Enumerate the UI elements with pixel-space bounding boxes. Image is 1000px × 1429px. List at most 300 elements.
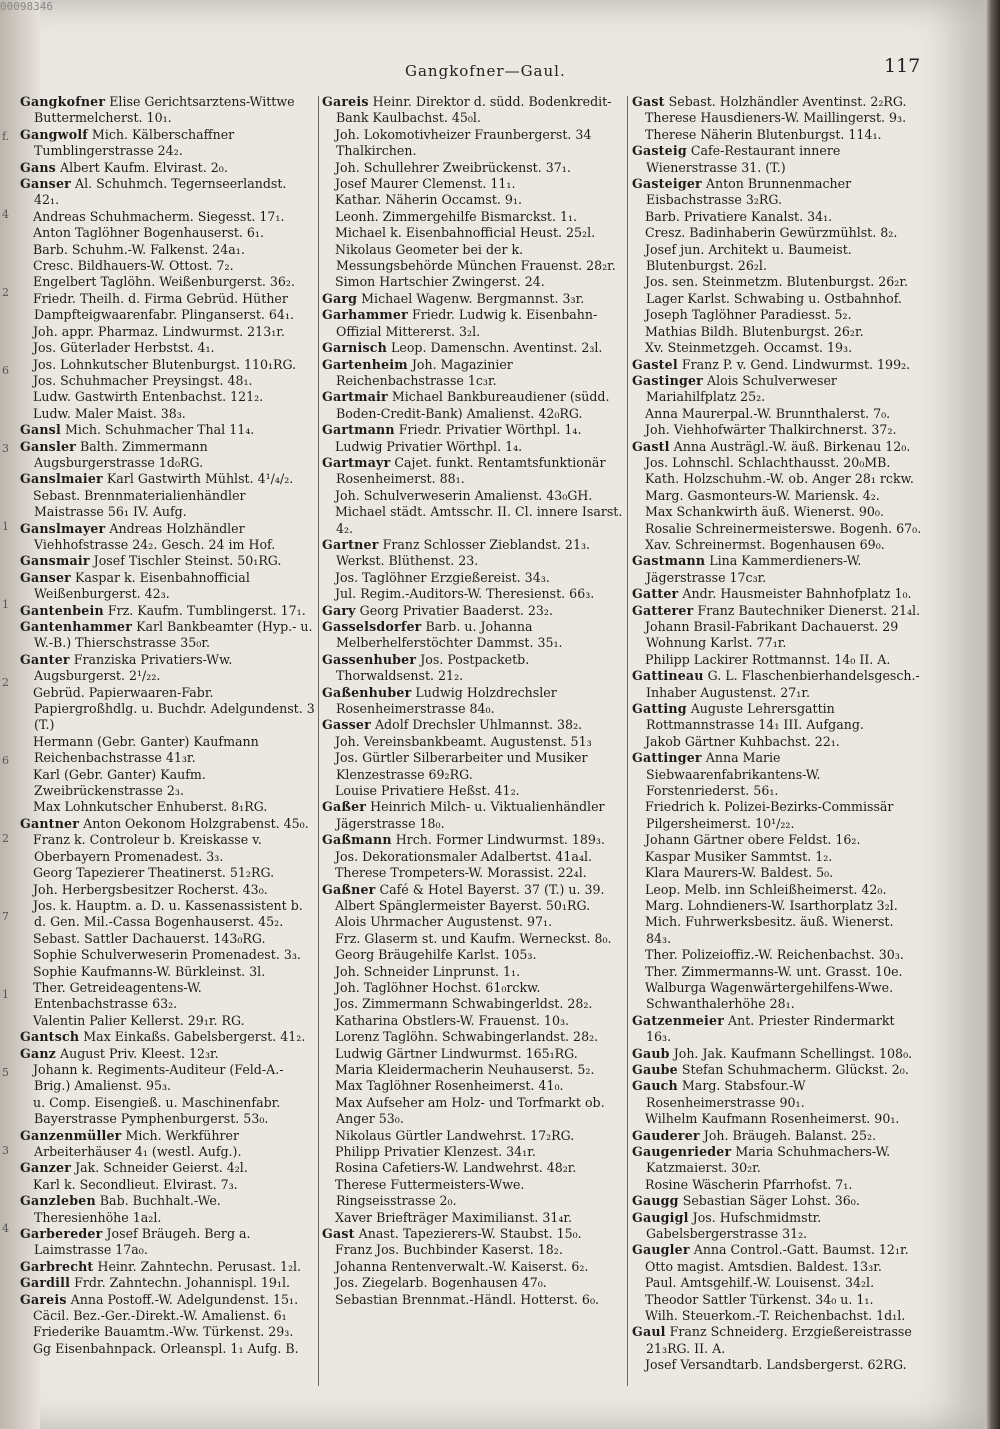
continuation-dash — [322, 1160, 335, 1176]
directory-entry — [20, 406, 315, 422]
continuation-dash — [322, 1013, 335, 1029]
continuation-dash — [322, 1177, 335, 1193]
continuation-dash — [322, 750, 335, 766]
entry-text: Kaspar Musiker Sammtst. 1₂. — [645, 848, 833, 864]
directory-entry — [632, 1046, 922, 1062]
entry-headword: Gaul — [632, 1324, 666, 1340]
directory-entry — [322, 570, 624, 586]
entry-text: Andr. Hausmeister Bahnhofplatz 1₀. — [678, 586, 912, 602]
entry-headword: Gartmann — [322, 422, 395, 438]
directory-entry — [322, 734, 624, 750]
continuation-dash — [632, 914, 645, 930]
directory-entry — [20, 1128, 315, 1161]
entry-headword: Ganter — [20, 651, 70, 667]
entry-text: Rosina Cafetiers-W. Landwehrst. 48₂r. — [335, 1160, 577, 1176]
continuation-dash — [20, 373, 33, 389]
directory-entry — [20, 521, 315, 554]
page-number: 117 — [884, 55, 921, 77]
entry-text: Ludwig Holzdrechsler Rosenheimerstrasse 84₀. — [336, 684, 557, 717]
continuation-dash — [322, 1242, 335, 1258]
directory-entry — [632, 110, 922, 126]
continuation-dash — [20, 1324, 33, 1340]
entry-text: Andreas Schuhmacherm. Siegesst. 17₁. — [33, 208, 285, 224]
directory-entry — [322, 849, 624, 865]
entry-text: Josef Bräugeh. Berg a. Laimstrasse 17a₀. — [34, 1226, 251, 1258]
entry-text: Louise Privatiere Heßst. 41₂. — [335, 783, 520, 799]
entry-text: Lina Kammerdieners-W. Jägerstrasse 17c₃r. — [646, 553, 862, 585]
entry-text: Jakob Gärtner Kuhbachst. 22₁. — [645, 733, 840, 749]
continuation-dash — [322, 783, 335, 799]
directory-entry — [632, 1078, 922, 1111]
entry-headword: Garg — [322, 290, 358, 306]
entry-text: Xv. Steinmetzgeh. Occamst. 19₃. — [645, 340, 853, 356]
directory-entry — [322, 1046, 624, 1062]
entry-text: Georg Privatier Baaderst. 23₂. — [355, 602, 553, 618]
entry-headword: Gaugler — [632, 1242, 690, 1258]
continuation-dash — [322, 1046, 335, 1062]
directory-entry — [20, 242, 315, 258]
directory-entry — [20, 1013, 315, 1029]
directory-entry — [632, 799, 922, 832]
continuation-dash — [20, 242, 33, 258]
entry-text: Gg Eisenbahnpack. Orleanspl. 1₁ Aufg. B. — [33, 1340, 299, 1356]
directory-entry — [632, 619, 922, 652]
entry-text: Katharina Obstlers-W. Frauenst. 10₃. — [335, 1012, 570, 1028]
directory-entry — [20, 1324, 315, 1340]
directory-entry — [632, 521, 922, 537]
directory-entry — [322, 127, 624, 160]
directory-entry — [632, 340, 922, 356]
entry-text: Marg. Stabsfour.-W Rosenheimerstrasse 90₁. — [646, 1078, 806, 1110]
entry-text: Ther. Polizeioffiz.-W. Reichenbachst. 30₃. — [645, 947, 904, 963]
continuation-dash — [322, 914, 335, 930]
entry-text: Joh. Taglöhner Hochst. 61₀rckw. — [335, 979, 541, 995]
entry-headword: Gassenhuber — [322, 651, 417, 667]
entry-text: Andreas Holzhändler Viehhofstrasse 24₂. Gesch. 24 im Hof. — [34, 520, 276, 552]
entry-headword: Gareis — [20, 1291, 67, 1307]
entry-text: Maria Kleidermacherin Neuhauserst. 5₂. — [335, 1061, 595, 1077]
entry-headword: Gartmayr — [322, 454, 391, 470]
entry-headword: Ganzenmüller — [20, 1127, 122, 1143]
entry-text: Michael k. Eisenbahnofficial Heust. 25₂l. — [335, 225, 596, 241]
directory-entry — [322, 225, 624, 241]
directory-entry — [632, 471, 922, 487]
directory-entry — [322, 685, 624, 718]
continuation-dash — [322, 947, 335, 963]
directory-entry — [632, 1144, 922, 1177]
directory-entry — [632, 586, 922, 602]
directory-entry — [322, 1062, 624, 1078]
gutter-mark: 6 — [2, 364, 9, 377]
entry-text: Johann Brasil-Fabrikant Dachauerst. 29 Wohnung Karlst. 77₁r. — [645, 619, 899, 651]
entry-headword: Gartmair — [322, 389, 388, 405]
entry-text: Balth. Zimmermann Augsburgerstrasse 1d₀RG. — [34, 438, 208, 470]
continuation-dash — [20, 225, 33, 241]
directory-entry — [632, 947, 922, 963]
entry-headword: Gardill — [20, 1275, 71, 1291]
continuation-dash — [20, 1308, 33, 1324]
column-rule — [627, 96, 628, 1386]
entry-headword: Ganser — [20, 176, 72, 192]
continuation-dash — [632, 471, 645, 487]
entry-text: Karl Bankbeamter (Hyp.- u. W.-B.) Thierschstrasse 35₀r. — [34, 619, 313, 651]
directory-entry — [322, 1210, 624, 1226]
directory-entry — [322, 1095, 624, 1128]
continuation-dash — [322, 570, 335, 586]
directory-entry — [20, 685, 315, 734]
continuation-dash — [322, 849, 335, 865]
entry-text: Jos. k. Hauptm. a. D. u. Kassenassistent b. d. Gen. Mil.-Cassa Bogenhauserst. 45₂. — [33, 897, 303, 930]
continuation-dash — [20, 357, 33, 373]
gutter-mark: 2 — [2, 286, 9, 299]
entry-headword: Gaugg — [632, 1193, 679, 1209]
entry-text: Therese Hausdieners-W. Maillingerst. 9₃. — [645, 110, 907, 126]
entry-text: Georg Bräugehilfe Karlst. 105₃. — [335, 947, 537, 963]
continuation-dash — [632, 521, 645, 537]
entry-text: Johann k. Regiments-Auditeur (Feld-A.-Brig.) Amalienst. 95₃. — [33, 1061, 284, 1094]
directory-entry — [20, 209, 315, 225]
continuation-dash — [322, 160, 335, 176]
directory-entry — [20, 734, 315, 767]
directory-entry — [322, 455, 624, 488]
continuation-dash — [20, 898, 33, 914]
entry-headword: Gangwolf — [20, 126, 88, 142]
entry-headword: Gatterer — [632, 602, 694, 618]
continuation-dash — [632, 865, 645, 881]
entry-text: Mich. Kälberschaffner Tumblingerstrasse 24₂. — [34, 126, 235, 159]
gutter-mark: 1 — [2, 988, 9, 1001]
entry-text: Ther. Zimmermanns-W. unt. Grasst. 10e. — [645, 963, 903, 979]
entry-text: Jos. Postpacketb. Thorwaldsenst. 21₂. — [336, 651, 530, 684]
directory-entry — [632, 373, 922, 406]
directory-entry — [322, 980, 624, 996]
entry-headword: Gatting — [632, 701, 687, 717]
continuation-dash — [632, 898, 645, 914]
entry-text: Rosalie Schreinermeisterswe. Bogenh. 67₀. — [645, 520, 922, 536]
entry-text: Jos. Lohnschl. Schlachthausst. 20₀MB. — [645, 454, 891, 470]
entry-text: Jos. Gürtler Silberarbeiter und Musiker Klenzestrasse 69₂RG. — [335, 750, 588, 782]
continuation-dash — [632, 324, 645, 340]
continuation-dash — [322, 242, 335, 258]
entry-text: Sebast. Holzhändler Aventinst. 2₂RG. — [664, 94, 907, 109]
entry-headword: Garbrecht — [20, 1258, 94, 1274]
entry-text: Frdr. Zahntechn. Johannispl. 19₁l. — [70, 1275, 291, 1291]
directory-entry — [632, 1210, 922, 1243]
entry-text: Frz. Glaserm st. und Kaufm. Werneckst. 8₀. — [335, 930, 612, 946]
directory-entry — [322, 94, 624, 127]
continuation-dash — [322, 980, 335, 996]
entry-text: Sebastian Brennmat.-Händl. Hotterst. 6₀. — [335, 1291, 599, 1307]
directory-entry — [20, 1308, 315, 1324]
continuation-dash — [632, 947, 645, 963]
directory-entry — [322, 964, 624, 980]
directory-entry — [20, 94, 315, 127]
entry-headword: Gatter — [632, 586, 679, 602]
continuation-dash — [322, 931, 335, 947]
directory-entry — [632, 668, 922, 701]
continuation-dash — [322, 209, 335, 225]
directory-entry — [20, 603, 315, 619]
directory-entry — [322, 192, 624, 208]
entry-headword: Gasselsdorfer — [322, 619, 422, 634]
directory-entry — [20, 816, 315, 832]
continuation-dash — [632, 1275, 645, 1291]
entry-text: Anna Control.-Gatt. Baumst. 12₁r. — [689, 1242, 909, 1258]
continuation-dash — [632, 980, 645, 996]
continuation-dash — [20, 389, 33, 405]
directory-entry — [632, 488, 922, 504]
entry-text: Engelbert Taglöhn. Weißenburgerst. 36₂. — [33, 274, 295, 290]
continuation-dash — [632, 849, 645, 865]
entry-text: Klara Maurers-W. Baldest. 5₀. — [645, 865, 834, 881]
continuation-dash — [322, 192, 335, 208]
continuation-dash — [322, 586, 335, 602]
continuation-dash — [322, 1128, 335, 1144]
directory-entry — [322, 307, 624, 340]
continuation-dash — [322, 439, 335, 455]
continuation-dash — [20, 865, 33, 881]
entry-text: Mich. Fuhrwerksbesitz. äuß. Wienerst. 84₃. — [645, 914, 894, 946]
entry-text: Michael Wagenw. Bergmannst. 3₃r. — [357, 290, 585, 306]
directory-entry — [20, 964, 315, 980]
entry-headword: Gauch — [632, 1078, 678, 1094]
continuation-dash — [322, 176, 335, 192]
entry-text: Joseph Taglöhner Paradiesst. 5₂. — [645, 307, 852, 323]
directory-entry — [632, 832, 922, 848]
entry-text: Franz k. Controleur b. Kreiskasse v. Oberbayern Promenadest. 3₃. — [33, 832, 262, 864]
entry-headword: Gast — [322, 1226, 355, 1242]
continuation-dash — [322, 1029, 335, 1045]
directory-entry — [322, 586, 624, 602]
continuation-dash — [20, 291, 33, 307]
continuation-dash — [322, 274, 335, 290]
directory-entry — [322, 1160, 624, 1176]
continuation-dash — [632, 209, 645, 225]
directory-entry — [20, 176, 315, 209]
directory-entry — [20, 1226, 315, 1259]
directory-entry — [632, 882, 922, 898]
directory-entry — [20, 619, 315, 652]
entry-headword: Ganslmaier — [20, 471, 103, 487]
directory-entry — [322, 1259, 624, 1275]
entry-text: Karl (Gebr. Ganter) Kaufm. Zweibrückenstrasse 2₃. — [33, 766, 206, 799]
continuation-dash — [20, 947, 33, 963]
continuation-dash — [322, 1144, 335, 1160]
directory-entry — [632, 898, 922, 914]
directory-entry — [632, 1357, 922, 1373]
continuation-dash — [632, 127, 645, 143]
entry-text: Paul. Amtsgehilf.-W. Louisenst. 34₂l. — [645, 1275, 875, 1291]
directory-entry — [20, 947, 315, 963]
directory-entry — [20, 865, 315, 881]
entry-text: Anton Oekonom Holzgrabenst. 45₀. — [79, 815, 309, 831]
directory-entry — [20, 570, 315, 603]
continuation-dash — [322, 996, 335, 1012]
entry-text: Sophie Kaufmanns-W. Bürkleinst. 3l. — [33, 963, 266, 979]
directory-entry — [632, 914, 922, 947]
directory-entry — [322, 603, 624, 619]
directory-entry — [322, 750, 624, 783]
entry-text: Sebast. Sattler Dachauerst. 143₀RG. — [33, 930, 266, 946]
directory-entry — [20, 1259, 315, 1275]
continuation-dash — [632, 1111, 645, 1127]
entry-text: Mathias Bildh. Blutenburgst. 26₂r. — [645, 323, 864, 339]
entry-headword: Garnisch — [322, 340, 388, 356]
entry-headword: Gattinger — [632, 750, 702, 766]
continuation-dash — [632, 307, 645, 323]
entry-text: Friedr. Privatier Wörthpl. 1₄. — [394, 422, 582, 438]
continuation-dash — [20, 340, 33, 356]
directory-entry — [322, 1078, 624, 1094]
entry-text: Alois Uhrmacher Augustenst. 97₁. — [335, 914, 553, 930]
running-head: Gangkofner—Gaul. — [405, 62, 566, 80]
entry-text: Max Taglöhner Rosenheimerst. 41₀. — [335, 1078, 564, 1094]
entry-headword: Gansler — [20, 438, 76, 454]
entry-headword: Gastinger — [632, 372, 704, 388]
directory-entry — [322, 439, 624, 455]
entry-text: Philipp Privatier Klenzest. 34₁r. — [335, 1144, 536, 1159]
directory-entry — [20, 1029, 315, 1045]
directory-entry — [20, 258, 315, 274]
entry-text: Mich. Werkführer Arbeiterhäuser 4₁ (westl. Aufg.). — [34, 1127, 242, 1159]
continuation-dash — [632, 652, 645, 668]
directory-entry — [20, 832, 315, 865]
entry-headword: Gansl — [20, 422, 61, 438]
continuation-dash — [20, 980, 33, 996]
directory-entry — [632, 225, 922, 241]
directory-entry — [632, 1292, 922, 1308]
directory-entry — [20, 882, 315, 898]
directory-entry — [632, 439, 922, 455]
directory-entry — [20, 1341, 315, 1357]
entry-headword: Gasser — [322, 717, 371, 733]
entry-text: Jos. Taglöhner Erzgießereist. 34₃. — [335, 569, 550, 585]
directory-entry — [632, 176, 922, 209]
entry-text: August Priv. Kleest. 12₃r. — [56, 1045, 219, 1061]
entry-text: Kathar. Näherin Occamst. 9₁. — [335, 192, 522, 208]
continuation-dash — [20, 258, 33, 274]
entry-headword: Gatzenmeier — [632, 1012, 725, 1028]
directory-entry — [632, 734, 922, 750]
entry-text: G. L. Flaschenbierhandelsgesch.-Inhaber Augustenst. 27₁r. — [646, 668, 920, 700]
continuation-dash — [20, 406, 33, 422]
entry-text: Hrch. Former Lindwurmst. 189₃. — [391, 832, 605, 848]
continuation-dash — [632, 110, 645, 126]
directory-entry — [632, 652, 922, 668]
column-rule — [318, 96, 319, 1386]
directory-entry — [322, 504, 624, 537]
directory-entry — [322, 652, 624, 685]
continuation-dash — [20, 1013, 33, 1029]
continuation-dash — [322, 127, 335, 143]
entry-headword: Gaßner — [322, 881, 376, 897]
directory-entry — [20, 767, 315, 800]
entry-headword: Ganzer — [20, 1160, 72, 1176]
directory-entry — [20, 1046, 315, 1062]
entry-headword: Gantenhammer — [20, 619, 133, 634]
directory-entry — [322, 832, 624, 848]
directory-entry — [322, 389, 624, 422]
continuation-dash — [20, 832, 33, 848]
entry-text: Josef Versandtarb. Landsbergerst. 62RG. — [645, 1357, 907, 1373]
continuation-dash — [20, 1341, 33, 1357]
entry-headword: Gantenbein — [20, 602, 104, 618]
scan-id: 00098346 — [0, 0, 53, 13]
directory-entry — [632, 1259, 922, 1275]
entry-headword: Ganslmayer — [20, 520, 106, 536]
directory-entry — [322, 291, 624, 307]
entry-text: Nikolaus Gürtler Landwehrst. 17₂RG. — [335, 1127, 575, 1143]
entry-headword: Gastmann — [632, 553, 706, 569]
directory-entry — [632, 274, 922, 307]
entry-text: Jos. Ziegelarb. Bogenhausen 47₀. — [335, 1275, 547, 1291]
continuation-dash — [632, 1292, 645, 1308]
directory-entry — [322, 783, 624, 799]
entry-text: Leop. Melb. inn Schleißheimerst. 42₀. — [645, 881, 887, 897]
entry-text: Joh. Magazinier Reichenbachstrasse 1c₃r. — [336, 356, 513, 388]
entry-text: Kaspar k. Eisenbahnofficial Weißenburgerst. 42₃. — [34, 569, 250, 602]
directory-entry — [322, 717, 624, 733]
directory-entry — [632, 849, 922, 865]
directory-entry — [632, 750, 922, 799]
entry-text: Joh. Viehhofwärter Thalkirchnerst. 37₂. — [645, 422, 897, 438]
directory-entry — [322, 1144, 624, 1160]
entry-headword: Gary — [322, 602, 356, 618]
entry-text: u. Comp. Eisengieß. u. Maschinenfabr. Bayerstrasse Pymphenburgerst. 53₀. — [33, 1094, 281, 1127]
directory-entry — [20, 799, 315, 815]
directory-entry — [20, 127, 315, 160]
directory-entry — [322, 176, 624, 192]
entry-text: Heinr. Direktor d. südd. Bodenkredit-Bank Kaulbachst. 45₀l. — [336, 94, 612, 126]
directory-entry — [632, 964, 922, 980]
entry-text: Therese Futtermeisters-Wwe. Ringseisstrasse 2₀. — [335, 1176, 525, 1209]
entry-text: Johann Gärtner obere Feldst. 16₂. — [645, 832, 861, 848]
entry-headword: Gans — [20, 159, 56, 175]
entry-text: Lorenz Taglöhn. Schwabingerlandst. 28₂. — [335, 1029, 599, 1045]
entry-text: Sebastian Säger Lohst. 36₀. — [678, 1193, 860, 1209]
entry-headword: Gartner — [322, 536, 379, 552]
entry-text: Simon Hartschier Zwingerst. 24. — [335, 274, 545, 290]
directory-entry — [632, 422, 922, 438]
continuation-dash — [632, 1308, 645, 1324]
directory-entry — [20, 357, 315, 373]
entry-headword: Gareis — [322, 94, 369, 109]
entry-text: Jul. Regim.-Auditors-W. Theresienst. 66₃. — [335, 586, 595, 602]
entry-text: Karl Gastwirth Mühlst. 4¹/₄/₂. — [102, 471, 294, 487]
entry-text: Joh. appr. Pharmaz. Lindwurmst. 213₁r. — [33, 323, 285, 339]
directory-entry — [632, 603, 922, 619]
entry-text: Albert Spänglermeister Bayerst. 50₁RG. — [335, 897, 591, 913]
directory-entry — [632, 537, 922, 553]
directory-entry — [632, 1193, 922, 1209]
directory-entry — [20, 389, 315, 405]
entry-text: Jos. Schuhmacher Preysingst. 48₁. — [33, 372, 253, 388]
directory-entry — [632, 701, 922, 734]
directory-entry — [632, 1177, 922, 1193]
entry-text: Cäcil. Bez.-Ger.-Direkt.-W. Amalienst. 6₁ — [33, 1308, 287, 1324]
gutter-mark: 5 — [2, 1066, 9, 1079]
entry-headword: Gantsch — [20, 1029, 80, 1045]
directory-entry — [322, 537, 624, 570]
entry-text: Barb. Privatiere Kanalst. 34₁. — [645, 208, 833, 224]
gutter-mark: 2 — [2, 832, 9, 845]
continuation-dash — [632, 1259, 645, 1275]
gutter-mark: 1 — [2, 520, 9, 533]
continuation-dash — [20, 1095, 33, 1111]
entry-text: Heinr. Zahntechn. Perusast. 1₂l. — [93, 1258, 302, 1274]
gutter-mark: 6 — [2, 754, 9, 767]
gutter-mark: 2 — [2, 676, 9, 689]
